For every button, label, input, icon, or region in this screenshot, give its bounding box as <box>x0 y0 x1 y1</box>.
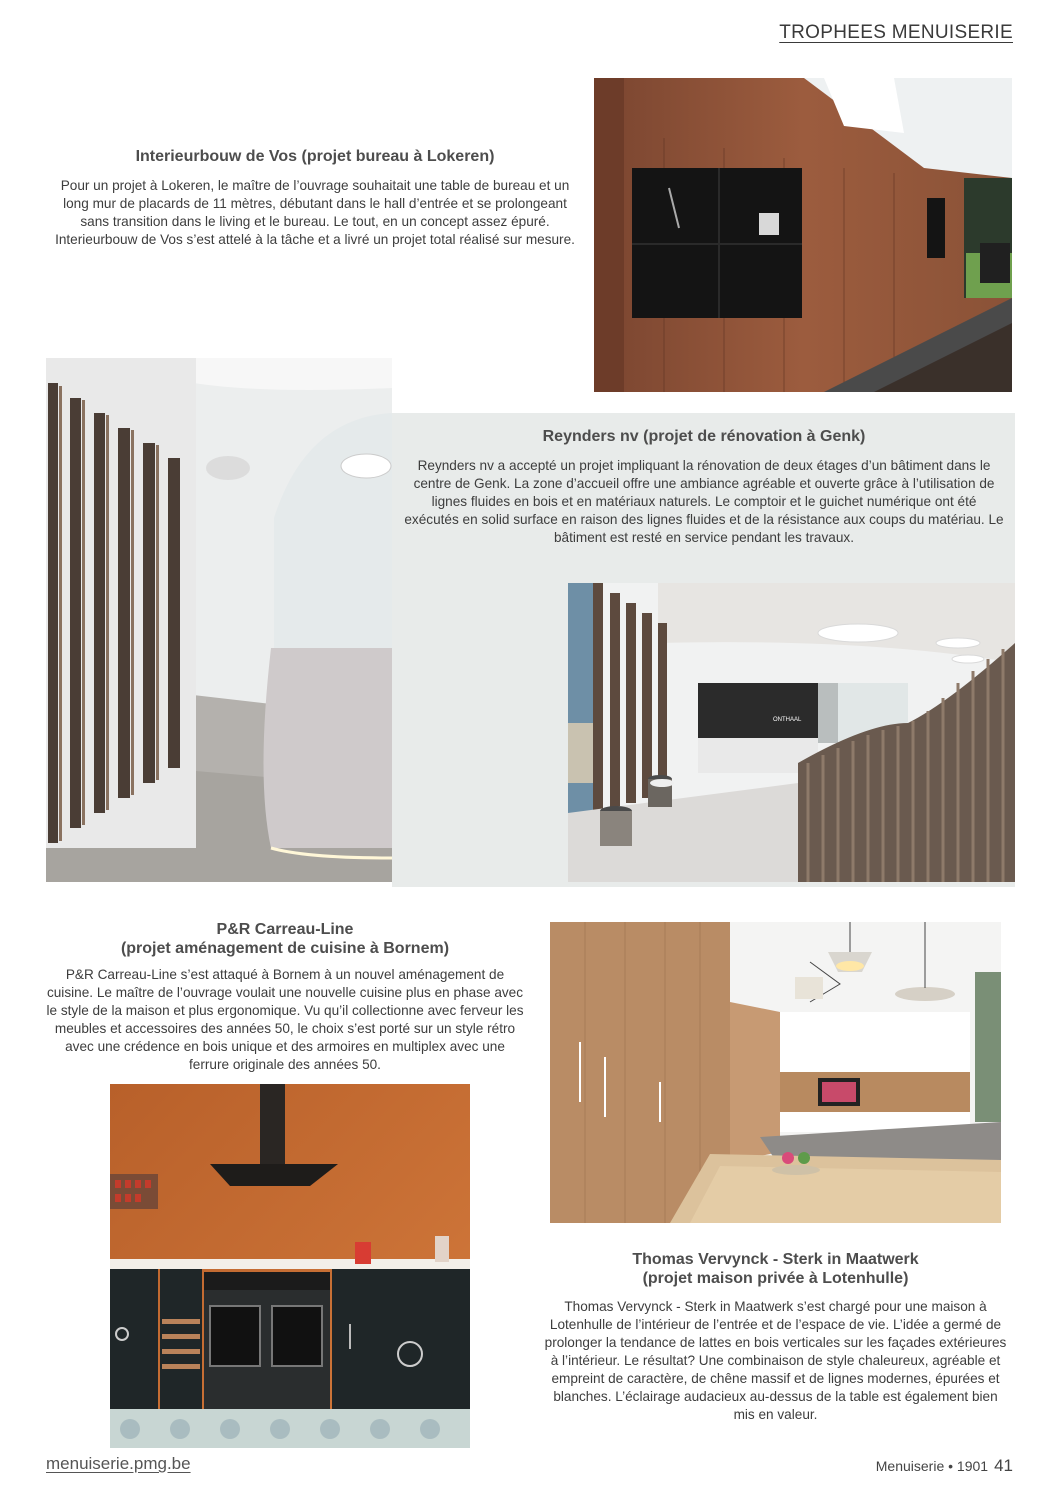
article-body-carreau-line: P&R Carreau-Line s’est attaqué à Bornem à un nouvel aménagement de cuisine. Le maître de l’ouvrage voulait une nouvelle cuisine plus en phase avec le style de la maison et plus ergonomique. Vu qu’il collectionne avec ferveur les meubles et accessoires des années 50, le choix s’est porté sur un style rétro avec une crédence en bois unique et des armoires en multiplex avec une ferrure originale des années 50. <box>46 967 524 1072</box>
article-title-vos: Interieurbouw de Vos (projet bureau à Lokeren) <box>135 148 495 165</box>
article-title-line2: (projet maison privée à Lotenhulle) <box>642 1270 909 1287</box>
footer-page-info <box>876 1456 1013 1476</box>
article-title-line1: Thomas Vervynck - Sterk in Maatwerk <box>632 1251 919 1268</box>
photo-reception-area <box>568 583 1015 882</box>
article-title-line1: P&R Carreau-Line <box>216 921 354 938</box>
photo-office-wood-wall <box>594 78 1012 392</box>
article-body-reynders: Reynders nv a accepté un projet impliquant la rénovation de deux étages d’un bâtiment dans le centre de Genk. La zone d’accueil offre une ambiance agréable et ouverte grâce à l’utilisation de lignes fluides en bois et en matériaux naturels. Le comptoir et le guichet numérique ont été exécutés en solid surface en raison des lignes fluides et de la résistance aux coups du matériau. Le bâtiment est resté en service pendant les travaux. <box>404 458 1004 545</box>
article-title-carreau-line <box>46 920 524 958</box>
article-title-reynders: Reynders nv (projet de rénovation à Genk) <box>542 428 866 445</box>
article-title-vervynck <box>550 1250 1001 1288</box>
photo-curved-corridor <box>46 358 392 882</box>
photo-retro-kitchen <box>110 1084 470 1448</box>
photo-open-living <box>550 922 1001 1223</box>
article-body-vervynck: Thomas Vervynck - Sterk in Maatwerk s’est chargé pour une maison à Lotenhulle de l’intérieur de l’entrée et de l’espace de vie. L’idée a germé de prolonger la tendance de lattes en bois verticales sur les façades extérieures à l’intérieur. Le résultat? Une combinaison de style chaleureux, agréable et empreint de caractère, de chêne massif et de lignes modernes, épurées et blanches. L’éclairage audacieux au-dessus de la table est également bien mis en valeur. <box>544 1299 1007 1422</box>
section-title: TROPHEES MENUISERIE <box>779 22 1013 43</box>
reception-sign: ONTHAAL <box>773 717 802 723</box>
footer-website-link[interactable]: menuiserie.pmg.be <box>46 1454 191 1473</box>
article-title-line2: (projet aménagement de cuisine à Bornem) <box>120 940 450 957</box>
page-number: 41 <box>994 1456 1013 1475</box>
footer-issue: Menuiserie • 1901 <box>875 1458 989 1474</box>
article-body-vos: Pour un projet à Lokeren, le maître de l’ouvrage souhaitait une table de bureau et un long mur de placards de 11 mètres, débutant dans le hall d’entrée et se prolongeant sans transition dans le living et le bureau. Le tout, en un concept assez épuré. Interieurbouw de Vos s’est attelé à la tâche et a livré un projet total réalisé sur mesure. <box>55 178 575 247</box>
